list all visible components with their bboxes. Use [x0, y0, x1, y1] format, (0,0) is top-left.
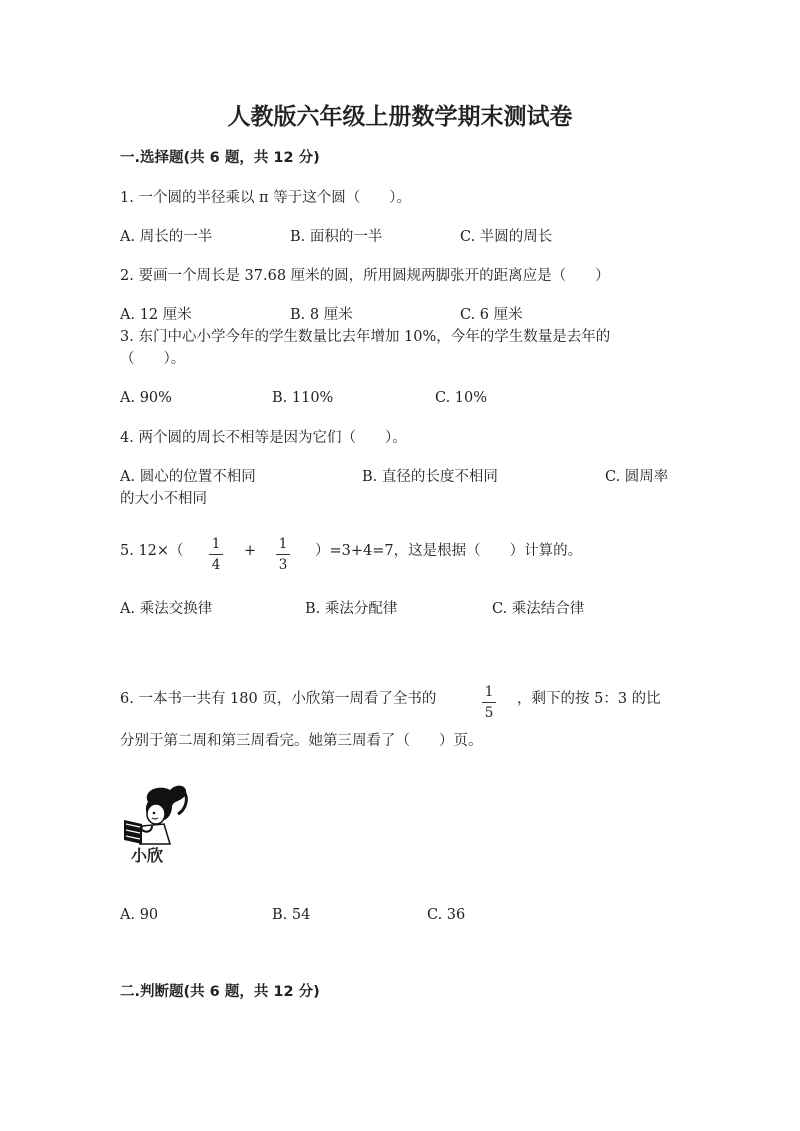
fraction-denominator: 3	[278, 557, 288, 573]
fraction-bar	[209, 554, 223, 555]
question-6-fraction-one-fifth	[479, 684, 499, 721]
question-3-stem-line1: 3. 东门中心小学今年的学生数量比去年增加 10%，今年的学生数量是去年的	[120, 329, 611, 345]
question-1-stem: 1. 一个圆的半径乘以 π 等于这个圆（ ）。	[120, 190, 411, 206]
question-2-option-b: B. 8 厘米	[290, 307, 353, 323]
question-2-option-a: A. 12 厘米	[120, 307, 192, 323]
plus-sign: +	[244, 543, 257, 559]
question-5-option-b: B. 乘法分配律	[305, 601, 398, 617]
question-5-suffix: ）=3+4=7，这是根据（ ）计算的。	[315, 543, 583, 559]
question-6-stem-line1-end: ，剩下的按 5：3 的比	[517, 691, 661, 707]
question-6-option-b: B. 54	[272, 907, 311, 923]
question-2-stem: 2. 要画一个周长是 37.68 厘米的圆，所用圆规两脚张开的距离应是（ ）	[120, 268, 610, 284]
fraction-numerator: 1	[484, 684, 494, 700]
question-4-option-c: C. 圆周率	[605, 469, 669, 485]
fraction-numerator: 1	[278, 536, 288, 552]
question-3-option-c: C. 10%	[435, 390, 488, 406]
question-3-option-a: A. 90%	[120, 390, 172, 406]
question-3-stem-line2: （ ）。	[120, 351, 186, 367]
question-5-fraction-one-third	[273, 536, 293, 573]
question-1-option-a: A. 周长的一半	[120, 229, 213, 245]
fraction-denominator: 5	[484, 705, 494, 721]
fraction-denominator: 4	[211, 557, 221, 573]
question-5-option-a: A. 乘法交换律	[120, 601, 213, 617]
question-1-option-c: C. 半圆的周长	[460, 229, 553, 245]
question-4-option-b: B. 直径的长度不相同	[362, 469, 498, 485]
fraction-bar	[276, 554, 290, 555]
question-1-option-b: B. 面积的一半	[290, 229, 383, 245]
section-heading-true-false: 二.判断题(共 6 题，共 12 分)	[120, 984, 320, 1000]
question-5-fraction-one-quarter	[206, 536, 226, 573]
question-4-option-a: A. 圆心的位置不相同	[120, 469, 256, 485]
question-4-stem: 4. 两个圆的周长不相等是因为它们（ ）。	[120, 430, 407, 446]
question-6-stem-line1: 6. 一本书一共有 180 页，小欣第一周看了全书的	[120, 691, 437, 707]
question-4-option-c-continued: 的大小不相同	[120, 491, 207, 507]
question-6-stem-line2: 分别于第二周和第三周看完。她第三周看了（ ）页。	[120, 733, 483, 749]
fraction-bar	[482, 702, 496, 703]
question-5-prefix: 5. 12×（	[120, 543, 184, 559]
question-2-option-c: C. 6 厘米	[460, 307, 523, 323]
question-3-option-b: B. 110%	[272, 390, 334, 406]
section-heading-choice: 一.选择题(共 6 题，共 12 分)	[120, 150, 320, 166]
question-6-option-c: C. 36	[427, 907, 466, 923]
page-title: 人教版六年级上册数学期末测试卷	[227, 104, 573, 130]
question-6-option-a: A. 90	[120, 907, 159, 923]
question-5-option-c: C. 乘法结合律	[492, 601, 585, 617]
fraction-numerator: 1	[211, 536, 221, 552]
illustration-caption: 小欣	[131, 846, 164, 865]
